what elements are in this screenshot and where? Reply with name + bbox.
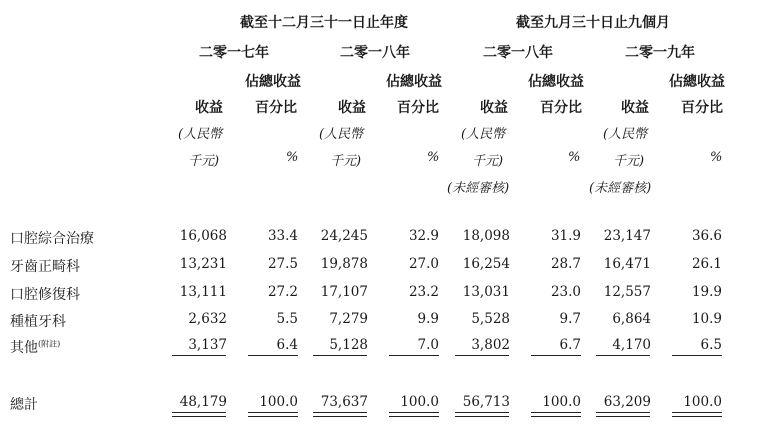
total-double-rule-top [596, 412, 650, 413]
share-header-line1: 佔總收益 [386, 74, 442, 90]
share-cell: 10.9 [691, 311, 722, 327]
share-cell: 6.5 [700, 337, 722, 353]
share-cell: 27.5 [267, 256, 298, 272]
note-reference: (附註) [38, 339, 61, 349]
total-double-rule-top [455, 412, 509, 413]
subtotal-rule [531, 355, 581, 356]
total-double-rule-bottom [672, 416, 722, 417]
revenue-cell: 16,068 [179, 228, 227, 244]
share-cell: 19.9 [691, 284, 722, 300]
share-cell: 31.9 [550, 228, 581, 244]
unit-currency-open: (人民幣 [461, 127, 506, 142]
revenue-cell: 19,878 [320, 256, 368, 272]
revenue-cell: 13,231 [179, 256, 227, 272]
share-cell: 100.0 [542, 394, 581, 410]
subtotal-rule [248, 355, 298, 356]
unit-percent: % [568, 150, 581, 165]
subtotal-rule [313, 355, 367, 356]
share-cell: 26.1 [691, 256, 722, 272]
revenue-cell: 73,637 [320, 394, 368, 410]
total-double-rule-top [531, 412, 581, 413]
revenue-cell: 13,031 [462, 284, 510, 300]
revenue-header: 收益 [195, 100, 223, 116]
total-double-rule-top [389, 412, 439, 413]
unaudited-note: (未經審核) [447, 181, 510, 196]
revenue-cell: 16,254 [462, 256, 510, 272]
revenue-cell: 4,170 [612, 337, 651, 353]
revenue-cell: 48,179 [179, 394, 227, 410]
total-double-rule-top [313, 412, 367, 413]
unit-currency-open: (人民幣 [319, 127, 364, 142]
revenue-cell: 24,245 [320, 228, 368, 244]
revenue-cell: 12,557 [603, 284, 651, 300]
share-header-line2: 百分比 [681, 100, 723, 116]
share-header-line2: 百分比 [255, 100, 297, 116]
revenue-cell: 18,098 [462, 228, 510, 244]
subtotal-rule [596, 355, 650, 356]
row-label-total: 總計 [10, 397, 38, 413]
unit-currency-close: 千元) [613, 154, 645, 169]
total-double-rule-bottom [313, 416, 367, 417]
unit-currency-open: (人民幣 [178, 127, 223, 142]
share-header-line2: 百分比 [540, 100, 582, 116]
revenue-cell: 63,209 [603, 394, 651, 410]
period-header-nine-months: 截至九月三十日止九個月 [516, 15, 670, 31]
year-header-2017: 二零一七年 [199, 45, 269, 61]
revenue-cell: 56,713 [462, 394, 510, 410]
revenue-cell: 5,528 [471, 311, 510, 327]
share-cell: 7.0 [417, 337, 439, 353]
share-header-line1: 佔總收益 [528, 74, 584, 90]
share-cell: 6.4 [276, 337, 298, 353]
total-double-rule-bottom [455, 416, 509, 417]
share-header-line1: 佔總收益 [669, 74, 725, 90]
unit-percent: % [427, 150, 440, 165]
share-cell: 23.0 [550, 284, 581, 300]
share-cell: 100.0 [259, 394, 298, 410]
total-double-rule-top [672, 412, 722, 413]
year-header-2019-nine-months: 二零一九年 [625, 45, 695, 61]
total-double-rule-bottom [389, 416, 439, 417]
revenue-cell: 13,111 [179, 284, 227, 300]
share-cell: 100.0 [683, 394, 722, 410]
revenue-header: 收益 [338, 100, 366, 116]
subtotal-rule [672, 355, 722, 356]
share-cell: 33.4 [267, 228, 298, 244]
unit-percent: % [710, 150, 723, 165]
share-cell: 23.2 [408, 284, 439, 300]
year-header-2018-nine-months: 二零一八年 [483, 45, 553, 61]
revenue-header: 收益 [621, 100, 649, 116]
total-double-rule-bottom [172, 416, 226, 417]
unit-currency-close: 千元) [472, 154, 504, 169]
total-double-rule-bottom [531, 416, 581, 417]
share-cell: 5.5 [276, 311, 298, 327]
row-label-orthodontics: 牙齒正畸科 [10, 259, 80, 275]
subtotal-rule [172, 355, 226, 356]
share-cell: 6.7 [559, 337, 581, 353]
share-cell: 27.0 [408, 256, 439, 272]
revenue-cell: 16,471 [603, 256, 651, 272]
share-header-line2: 百分比 [397, 100, 439, 116]
revenue-header: 收益 [480, 100, 508, 116]
unit-percent: % [286, 150, 299, 165]
unaudited-note: (未經審核) [589, 181, 652, 196]
row-label-general-dentistry: 口腔綜合治療 [10, 231, 94, 247]
revenue-cell: 5,128 [329, 337, 368, 353]
subtotal-rule [455, 355, 509, 356]
share-cell: 9.7 [559, 311, 581, 327]
period-header-year-end: 截至十二月三十一日止年度 [240, 15, 408, 31]
revenue-cell: 23,147 [603, 228, 651, 244]
subtotal-rule [389, 355, 439, 356]
revenue-cell: 3,802 [471, 337, 510, 353]
unit-currency-close: 千元) [188, 154, 220, 169]
share-cell: 36.6 [691, 228, 722, 244]
row-label-others-text: 其他 [10, 340, 38, 356]
total-double-rule-top [172, 412, 226, 413]
revenue-cell: 7,279 [329, 311, 368, 327]
share-cell: 100.0 [400, 394, 439, 410]
share-cell: 32.9 [408, 228, 439, 244]
row-label-prosthodontics: 口腔修復科 [10, 287, 80, 303]
share-header-line1: 佔總收益 [245, 74, 301, 90]
unit-currency-open: (人民幣 [603, 127, 648, 142]
revenue-cell: 2,632 [188, 311, 227, 327]
total-double-rule-bottom [248, 416, 298, 417]
unit-currency-close: 千元) [330, 154, 362, 169]
total-double-rule-bottom [596, 416, 650, 417]
row-label-implantology: 種植牙科 [10, 314, 66, 330]
revenue-cell: 17,107 [320, 284, 368, 300]
revenue-cell: 6,864 [612, 311, 651, 327]
row-label-others [10, 337, 60, 357]
share-cell: 9.9 [417, 311, 439, 327]
total-double-rule-top [248, 412, 298, 413]
share-cell: 28.7 [550, 256, 581, 272]
year-header-2018: 二零一八年 [340, 45, 410, 61]
share-cell: 27.2 [267, 284, 298, 300]
revenue-cell: 3,137 [188, 337, 227, 353]
